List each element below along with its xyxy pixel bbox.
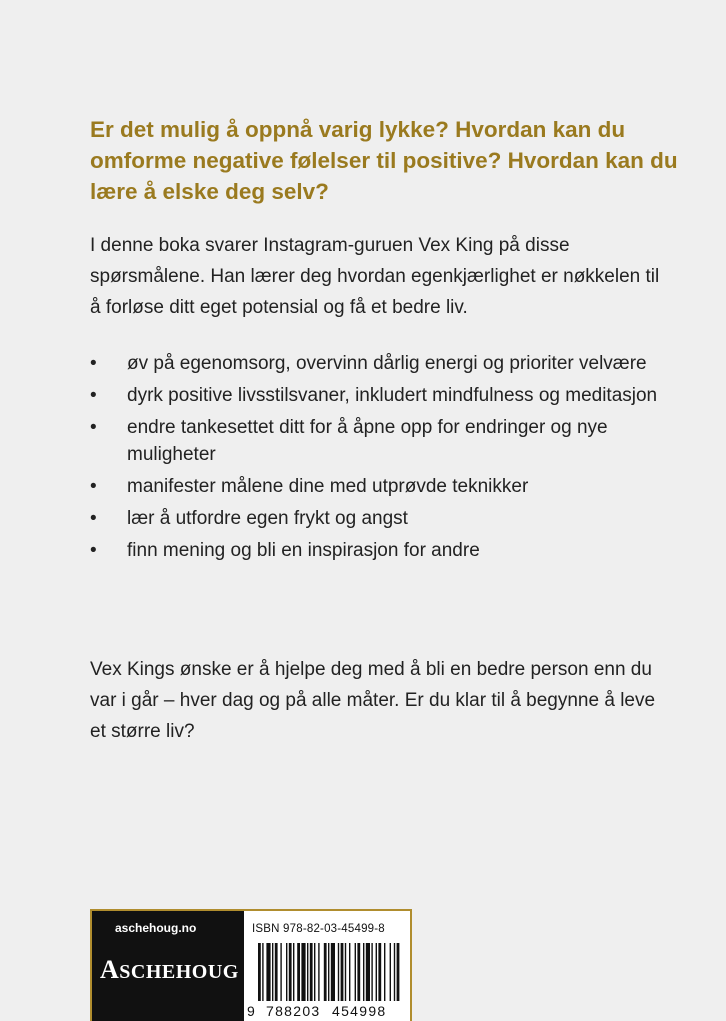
bullet-icon: • [90,353,97,374]
publisher-logo-rest: SCHEHOUG [119,961,239,983]
isbn-label: ISBN 978-82-03-45499-8 [252,923,385,935]
publisher-logo-initial: A [100,955,120,984]
list-item-text: manifester målene dine med utprøvde teknikker [127,476,529,497]
bullet-list [90,350,690,569]
barcode-bar [371,943,372,1001]
intro-paragraph: I denne boka svarer Instagram-guruen Vex King på disse spørsmålene. Han lærer deg hvordan egenkjærlighet er nøkkelen til å forløse ditt eget potensial og få et bedre liv. [90,235,660,318]
barcode-bar [397,943,400,1001]
list-item-text: endre tankesettet ditt for å åpne opp for endringer og nye muligheter [127,417,608,465]
barcode-panel [244,911,410,1021]
barcode-bar [297,943,300,1001]
barcode-bar [289,943,292,1001]
list-item-text: finn mening og bli en inspirasjon for andre [127,540,480,561]
barcode-bar [266,943,270,1001]
bullet-icon: • [90,476,97,497]
closing-paragraph: Vex Kings ønske er å hjelpe deg med å bli en bedre person enn du var i går – hver dag og på alle måter. Er du klar til å begynne å leve et større liv? [90,659,656,742]
barcode-bar [366,943,370,1001]
bullet-icon: • [90,508,97,529]
headline: Er det mulig å oppnå varig lykke? Hvordan kan du omforme negative følelser til positive? Hvordan kan du lære å elske deg selv? [90,117,678,204]
list-item [90,414,690,468]
bullet-icon: • [90,417,97,438]
bullet-icon: • [90,540,97,561]
imprint-box [90,909,412,1021]
list-item [90,537,690,564]
list-item-text: øv på egenomsorg, overvinn dårlig energi og prioriter velvære [127,353,647,374]
barcode-bar [384,943,385,1001]
list-item-text: dyrk positive livsstilsvaner, inkludert mindfulness og meditasjon [127,385,658,406]
bullet-icon: • [90,385,97,406]
barcode-bar [341,943,344,1001]
list-item [90,473,690,500]
barcode-bar [376,943,377,1001]
barcode-bar [293,943,294,1001]
barcode-group-1: 788203 [266,1003,321,1019]
barcode-bar [378,943,381,1001]
barcode-bar [328,943,329,1001]
barcode-bar [357,943,360,1001]
barcode-bar [363,943,364,1001]
barcode-group-2: 454998 [332,1003,387,1019]
barcode-bar [355,943,356,1001]
barcode-bar [262,943,263,1001]
barcode-bar [258,943,261,1001]
barcode-bar [307,943,308,1001]
barcode-bar [394,943,395,1001]
list-item [90,505,690,532]
barcode-bar [338,943,339,1001]
list-item-text: lær å utfordre egen frykt og angst [127,508,408,529]
publisher-url: aschehoug.no [115,921,197,935]
barcode-bar [280,943,281,1001]
barcode-bar [301,943,305,1001]
barcode-bar [275,943,278,1001]
barcode-bar [349,943,350,1001]
barcode-bar [390,943,391,1001]
barcode-bar [324,943,327,1001]
barcode-first-digit: 9 [247,1003,255,1019]
barcode-bar [272,943,273,1001]
publisher-logo [100,955,238,985]
barcode-bar [331,943,335,1001]
barcode [244,943,410,1021]
barcode-bar [314,943,315,1001]
barcode-bar [345,943,346,1001]
list-item [90,382,690,409]
list-item [90,350,690,377]
barcode-bar [318,943,319,1001]
barcode-bar [310,943,313,1001]
barcode-bar [286,943,287,1001]
publisher-panel [92,911,244,1021]
